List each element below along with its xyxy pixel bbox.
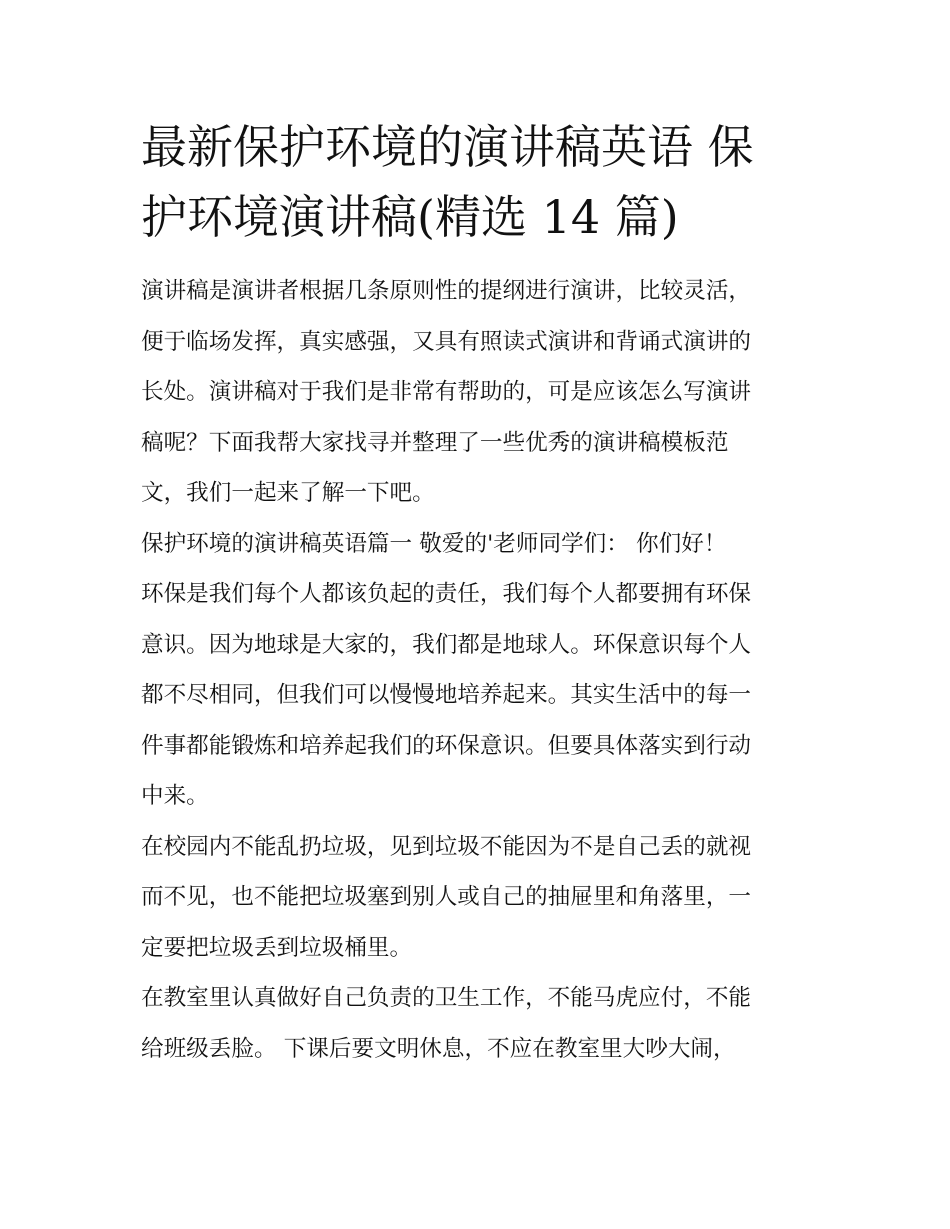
text-line: 中来。 [141,783,209,809]
paragraph-intro [141,266,813,519]
document-title [141,112,813,252]
title-spacer [141,252,813,266]
text-line: 给班级丢脸。 下课后要文明休息，不应在教室里大吵大闹， [141,1035,736,1062]
text-line: 保护环境的演讲稿英语篇一 敬爱的'老师同学们： 你们好！ [141,530,727,557]
text-line: 而不见，也不能把垃圾塞到别人或自己的抽屉里和角落里，一 [141,884,752,910]
text-line: 演讲稿是演讲者根据几条原则性的提纲进行演讲，比较灵活， [141,278,752,304]
text-line: 意识。因为地球是大家的，我们都是地球人。环保意识每个人 [141,631,752,658]
text-line: 长处。演讲稿对于我们是非常有帮助的，可是应该怎么写演讲 [141,379,752,405]
paragraph-environment-responsibility [141,569,813,822]
document-body [141,112,813,1074]
text-line: 在校园内不能乱扔垃圾，见到垃圾不能因为不是自己丢的就视 [141,833,752,860]
text-line: 环保是我们每个人都该负起的责任，我们每个人都要拥有环保 [141,581,752,607]
text-line: 在教室里认真做好自己负责的卫生工作，不能马虎应付，不能 [141,985,752,1011]
paragraph-greeting [141,519,813,570]
text-line: 定要把垃圾丢到垃圾桶里。 [141,934,413,961]
text-line: 文，我们一起来了解一下吧。 [141,480,435,506]
title-line: 最新保护环境的演讲稿英语 保 [141,120,754,174]
paragraph-classroom-hygiene [141,973,813,1074]
text-line: 件事都能锻炼和培养起我们的环保意识。但要具体落实到行动 [141,732,752,759]
text-line: 都不尽相同，但我们可以慢慢地培养起来。其实生活中的每一 [141,682,752,708]
title-line: 护环境演讲稿(精选 14 篇) [141,190,679,244]
text-line: 稿呢？下面我帮大家找寻并整理了一些优秀的演讲稿模板范 [141,429,729,456]
text-line: 便于临场发挥，真实感强，又具有照读式演讲和背诵式演讲的 [141,328,752,355]
paragraph-campus-litter [141,822,813,974]
